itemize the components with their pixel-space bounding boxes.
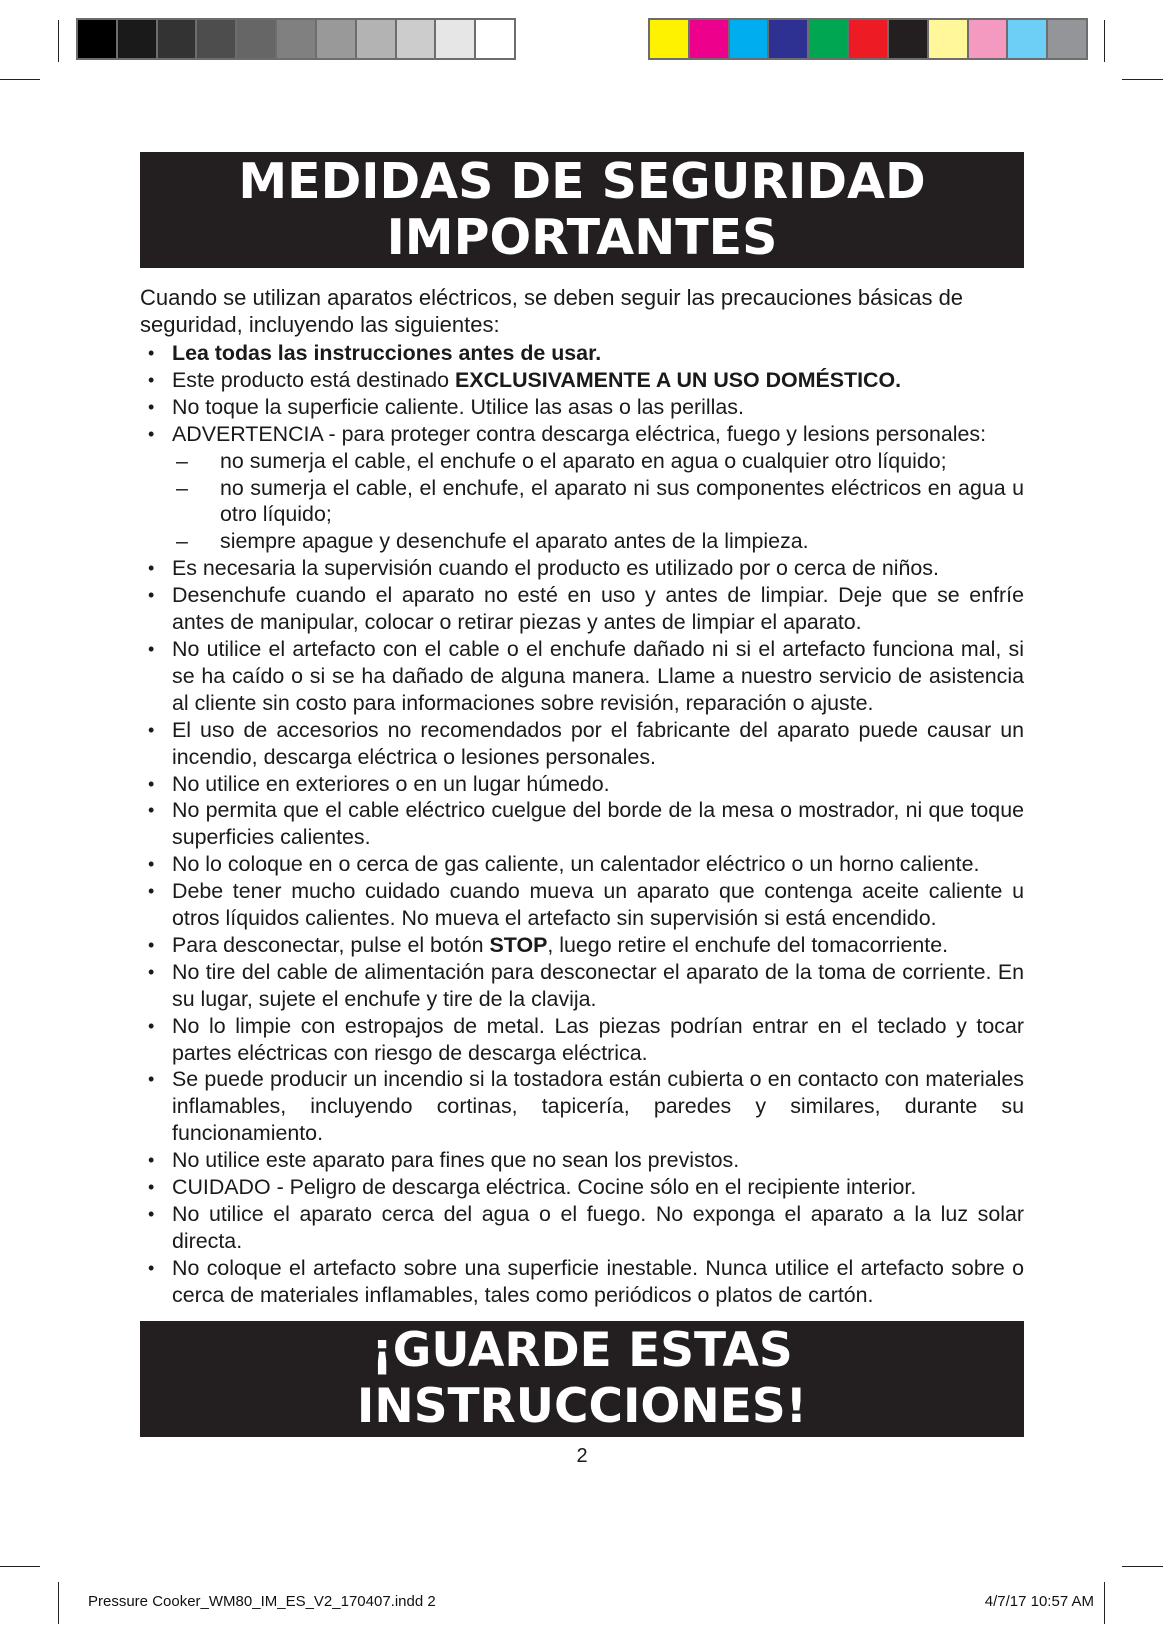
bullet-icon: • bbox=[148, 881, 155, 902]
rule-text: El uso de accesorios no recomendados por el fabricante del aparato puede causar un incendio, descarga eléctrica o lesiones personales. bbox=[172, 717, 1024, 769]
rule-text: no sumerja el cable, el enchufe o el aparato en agua o cualquier otro líquido; bbox=[220, 448, 947, 473]
bullet-icon: • bbox=[148, 1150, 155, 1171]
rule-text: Debe tener mucho cuidado cuando mueva un aparato que contenga aceite caliente u otros líquidos calientes. No mueva el artefacto sin supervisión si está encendido. bbox=[172, 879, 1024, 931]
color-swatch bbox=[118, 20, 158, 58]
bullet-icon: • bbox=[148, 1257, 155, 1278]
list-item bbox=[140, 636, 1024, 717]
list-item bbox=[140, 771, 1024, 798]
rule-text: No utilice este aparato para fines que no sean los previstos. bbox=[172, 1148, 740, 1173]
list-item bbox=[140, 797, 1024, 851]
page-number: 2 bbox=[576, 1444, 588, 1467]
list-item bbox=[140, 421, 1024, 556]
rule-text: Es necesaria la supervisión cuando el producto es utilizado por o cerca de niños. bbox=[172, 556, 939, 581]
bullet-icon: • bbox=[148, 1177, 155, 1198]
color-swatch bbox=[78, 20, 118, 58]
rule-text: No lo coloque en o cerca de gas caliente, un calentador eléctrico o un horno caliente. bbox=[172, 852, 980, 877]
rule-text: No coloque el artefacto sobre una superficie inestable. Nunca utilice el artefacto sobre o cerca de materiales inflamables, tales como periódicos o platos de cartón. bbox=[172, 1255, 1024, 1307]
slug-filename: Pressure Cooker_WM80_IM_ES_V2_170407.indd 2 bbox=[88, 1593, 436, 1610]
color-swatch bbox=[476, 20, 514, 58]
color-swatch bbox=[769, 20, 809, 58]
list-item bbox=[140, 555, 1024, 582]
crop-mark bbox=[58, 20, 59, 62]
rule-text: No lo limpie con estropajos de metal. Las piezas podrían entrar en el teclado y tocar partes eléctricas con riesgo de descarga eléctrica. bbox=[172, 1013, 1024, 1065]
list-item bbox=[140, 717, 1024, 771]
bullet-icon: • bbox=[148, 423, 155, 444]
intro-paragraph: Cuando se utilizan aparatos eléctricos, se deben seguir las precauciones básicas de seguridad, incluyendo las siguientes: bbox=[140, 285, 964, 337]
list-item bbox=[140, 394, 1024, 421]
list-item bbox=[140, 340, 1024, 367]
bullet-icon: • bbox=[148, 558, 155, 579]
rule-text: Se puede producir un incendio si la tostadora están cubierta o en contacto con materiales inflamables, incluyendo cortinas, tapicería, paredes y similares, durante su funcionamiento. bbox=[172, 1067, 1024, 1146]
crop-mark bbox=[1122, 1566, 1163, 1567]
color-swatch bbox=[277, 20, 317, 58]
bullet-icon: • bbox=[148, 1069, 155, 1090]
color-swatch bbox=[929, 20, 969, 58]
crop-mark bbox=[0, 79, 40, 80]
color-swatch bbox=[1048, 20, 1086, 58]
bullet-icon: • bbox=[148, 961, 155, 982]
rule-text: Este producto está destinado bbox=[172, 367, 456, 392]
rule-text: ADVERTENCIA - para proteger contra descarga eléctrica, fuego y lesions personales: bbox=[172, 421, 987, 446]
list-item bbox=[140, 959, 1024, 1013]
list-item bbox=[140, 851, 1024, 878]
color-swatch bbox=[650, 20, 690, 58]
color-swatch bbox=[1008, 20, 1048, 58]
rule-text: No utilice en exteriores o en un lugar húmedo. bbox=[172, 771, 610, 796]
rule-text: Para desconectar, pulse el botón bbox=[172, 932, 490, 957]
crop-mark bbox=[1104, 20, 1105, 62]
process-color-bar bbox=[648, 18, 1088, 60]
rule-text: no sumerja el cable, el enchufe, el aparato ni sus componentes eléctricos en agua u otro líquido; bbox=[220, 475, 1024, 527]
rule-emphasis: STOP bbox=[489, 932, 548, 957]
bullet-icon: • bbox=[148, 773, 155, 794]
list-item bbox=[140, 932, 1024, 959]
color-swatch bbox=[317, 20, 357, 58]
list-item bbox=[140, 1255, 1024, 1309]
list-item bbox=[140, 1013, 1024, 1067]
bullet-icon: • bbox=[148, 369, 155, 390]
color-swatch bbox=[197, 20, 237, 58]
color-swatch bbox=[436, 20, 476, 58]
crop-mark bbox=[0, 1566, 40, 1567]
bullet-icon: • bbox=[148, 343, 155, 363]
rule-text: No tire del cable de alimentación para desconectar el aparato de la toma de corriente. En su lugar, sujete el enchufe y tire de la clavija. bbox=[172, 959, 1024, 1011]
list-item bbox=[140, 1147, 1024, 1174]
color-swatch bbox=[889, 20, 929, 58]
list-item bbox=[140, 1201, 1024, 1255]
bullet-icon: • bbox=[148, 719, 155, 740]
grayscale-color-bar bbox=[76, 18, 516, 60]
warning-sublist bbox=[172, 448, 1024, 556]
list-item bbox=[140, 582, 1024, 636]
rule-text: Desenchufe cuando el aparato no esté en uso y antes de limpiar. Deje que se enfríe antes de manipular, colocar o retirar piezas y antes de limpiar el aparato. bbox=[172, 583, 1024, 635]
rule-text: No utilice el artefacto con el cable o el enchufe dañado ni si el artefacto funciona mal, si se ha caído o si se ha dañado de alguna manera. Llame a nuestro servicio de asistencia al cliente sin costo para informaciones sobre revisión, reparación o ajuste. bbox=[172, 636, 1024, 715]
bullet-icon: • bbox=[148, 854, 155, 875]
rule-text: CUIDADO - Peligro de descarga eléctrica. Cocine sólo en el recipiente interior. bbox=[172, 1175, 917, 1200]
slug-timestamp: 4/7/17 10:57 AM bbox=[984, 1593, 1094, 1610]
crop-mark bbox=[1104, 1582, 1105, 1624]
title-line-1: MEDIDAS DE SEGURIDAD bbox=[238, 153, 926, 210]
bullet-icon: • bbox=[148, 934, 155, 955]
color-swatch bbox=[158, 20, 198, 58]
bullet-icon: • bbox=[148, 1204, 155, 1224]
title-line-2: IMPORTANTES bbox=[386, 209, 778, 266]
bullet-icon: • bbox=[148, 800, 155, 821]
rule-text: , luego retire el enchufe del tomacorriente. bbox=[547, 932, 949, 957]
rule-text: No utilice el aparato cerca del agua o el fuego. No exponga el aparato a la luz solar directa. bbox=[172, 1202, 1024, 1253]
page-content bbox=[140, 152, 1024, 1468]
bullet-icon: • bbox=[148, 1015, 155, 1036]
list-item bbox=[140, 367, 1024, 394]
bullet-icon: • bbox=[148, 638, 155, 659]
rule-text: No toque la superficie caliente. Utilice las asas o las perillas. bbox=[172, 394, 744, 419]
list-item bbox=[140, 1174, 1024, 1201]
dash-icon: – bbox=[176, 529, 188, 554]
rule-text: Lea todas las instrucciones antes de usar. bbox=[172, 341, 602, 365]
color-swatch bbox=[849, 20, 889, 58]
color-swatch bbox=[690, 20, 730, 58]
list-item bbox=[140, 878, 1024, 932]
crop-mark bbox=[1122, 79, 1163, 80]
page-title bbox=[140, 152, 1024, 268]
color-swatch bbox=[397, 20, 437, 58]
color-swatch bbox=[969, 20, 1009, 58]
bullet-icon: • bbox=[148, 585, 155, 606]
rule-emphasis: EXCLUSIVAMENTE A UN USO DOMÉSTICO. bbox=[455, 367, 902, 392]
crop-mark bbox=[58, 1582, 59, 1624]
color-swatch bbox=[357, 20, 397, 58]
sublist-item bbox=[172, 448, 1024, 475]
save-instructions-banner: ¡GUARDE ESTAS INSTRUCCIONES! bbox=[140, 1321, 1024, 1437]
rule-text: siempre apague y desenchufe el aparato antes de la limpieza. bbox=[220, 529, 809, 554]
sublist-item bbox=[172, 475, 1024, 529]
color-swatch bbox=[730, 20, 770, 58]
safety-rules-list bbox=[140, 340, 1024, 1309]
dash-icon: – bbox=[176, 475, 188, 500]
bullet-icon: • bbox=[148, 396, 155, 417]
sublist-item bbox=[172, 528, 1024, 555]
rule-text: No permita que el cable eléctrico cuelgue del borde de la mesa o mostrador, ni que toque superficies calientes. bbox=[172, 798, 1024, 850]
color-swatch bbox=[809, 20, 849, 58]
color-swatch bbox=[237, 20, 277, 58]
list-item bbox=[140, 1066, 1024, 1147]
dash-icon: – bbox=[176, 448, 188, 473]
